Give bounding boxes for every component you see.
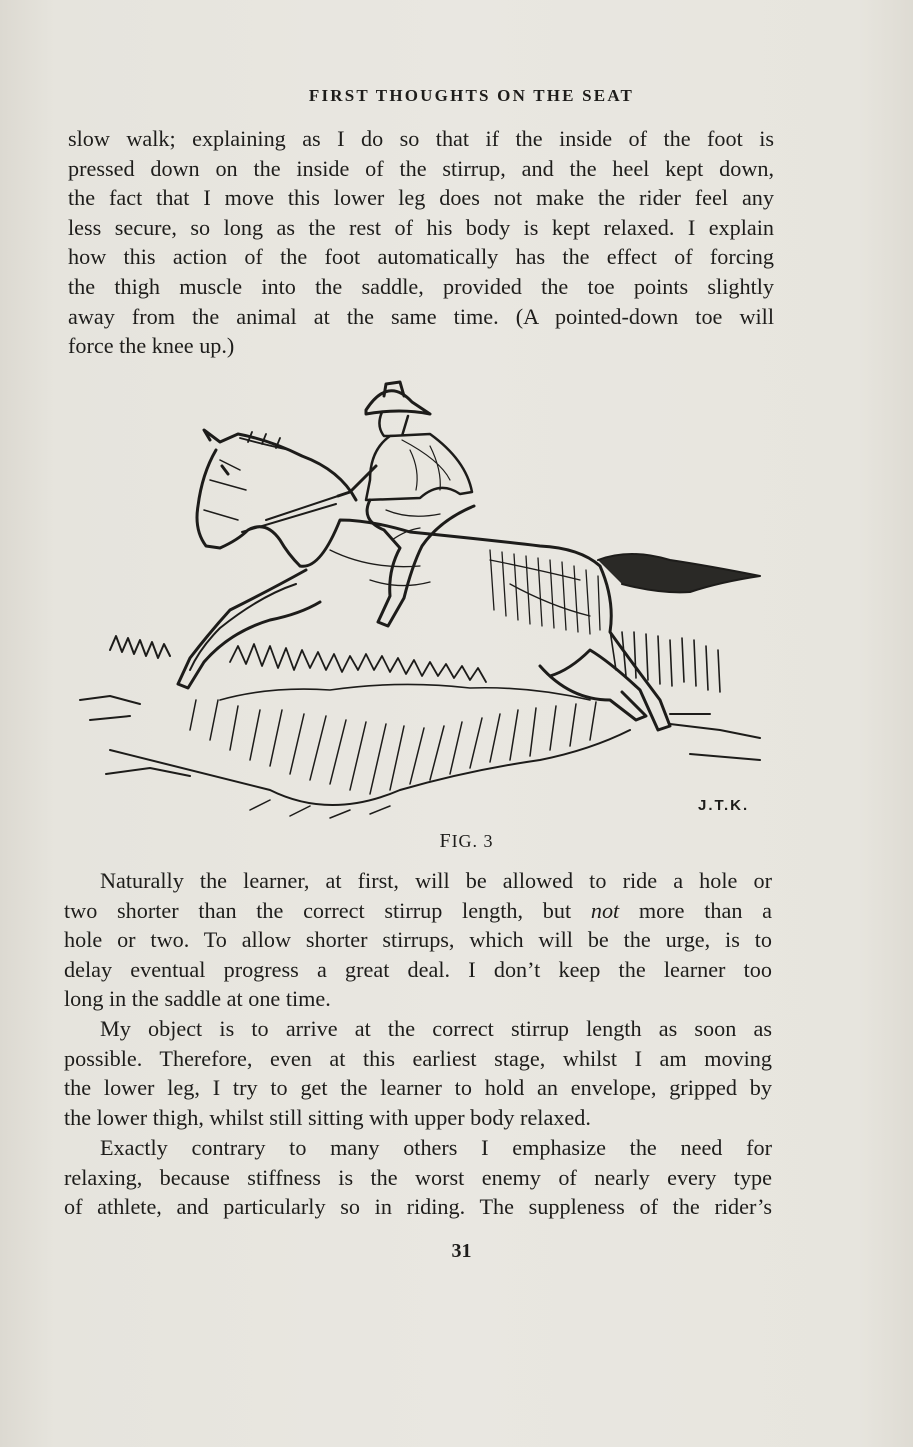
- text-line: of athlete, and particularly so in riding. The suppleness of the rider’s: [64, 1194, 772, 1220]
- artist-signature: J.T.K.: [698, 797, 750, 814]
- text-line: the fact that I move this lower leg does not make the rider feel any: [68, 185, 774, 211]
- paragraph-2: [64, 866, 772, 1014]
- text-line: Naturally the learner, at first, will be allowed to ride a hole or: [100, 868, 772, 893]
- paragraph-4: [64, 1133, 772, 1222]
- text-line: slow walk; explaining as I do so that if the inside of the foot is: [68, 126, 774, 151]
- text-line: pressed down on the inside of the stirrup, and the heel kept down,: [68, 155, 774, 181]
- emphasis-word: not: [590, 897, 620, 923]
- text-line: My object is to arrive at the correct stirrup length as soon as: [100, 1016, 772, 1041]
- text-line: Exactly contrary to many others I emphasize the need for: [100, 1135, 772, 1160]
- text-line: delay eventual progress a great deal. I don’t keep the learner too: [64, 956, 772, 982]
- text-segment: more than a: [619, 897, 773, 923]
- caption-initial: F: [439, 830, 452, 852]
- page-number: 31: [451, 1240, 472, 1262]
- text-line: the lower thigh, whilst still sitting with upper body relaxed.: [64, 1104, 591, 1130]
- text-line: how this action of the foot automatically has the effect of forcing: [68, 244, 774, 270]
- paragraph-1: [68, 124, 774, 361]
- text-line: possible. Therefore, even at this earliest stage, whilst I am moving: [64, 1045, 772, 1071]
- text-line: long in the saddle at one time.: [64, 986, 331, 1012]
- running-header: FIRST THOUGHTS ON THE SEAT: [308, 86, 635, 105]
- text-line: the thigh muscle into the saddle, provided the toe points slightly: [68, 273, 774, 299]
- text-line: force the knee up.): [68, 333, 235, 359]
- caption-text: IG. 3: [451, 831, 494, 851]
- text-line: relaxing, because stiffness is the worst enemy of nearly every type: [64, 1164, 772, 1190]
- text-segment: two shorter than the correct stirrup length, but: [64, 897, 591, 923]
- text-line: [64, 896, 772, 926]
- text-line: away from the animal at the same time. (A pointed-down toe will: [68, 303, 774, 329]
- text-line: less secure, so long as the rest of his body is kept relaxed. I explain: [68, 214, 774, 240]
- figure-caption: [0, 830, 913, 853]
- horse-jumping-illustration: [70, 370, 770, 830]
- text-line: the lower leg, I try to get the learner to hold an envelope, gripped by: [64, 1075, 772, 1101]
- paragraph-3: [64, 1014, 772, 1132]
- text-line: hole or two. To allow shorter stirrups, which will be the urge, is to: [64, 927, 772, 953]
